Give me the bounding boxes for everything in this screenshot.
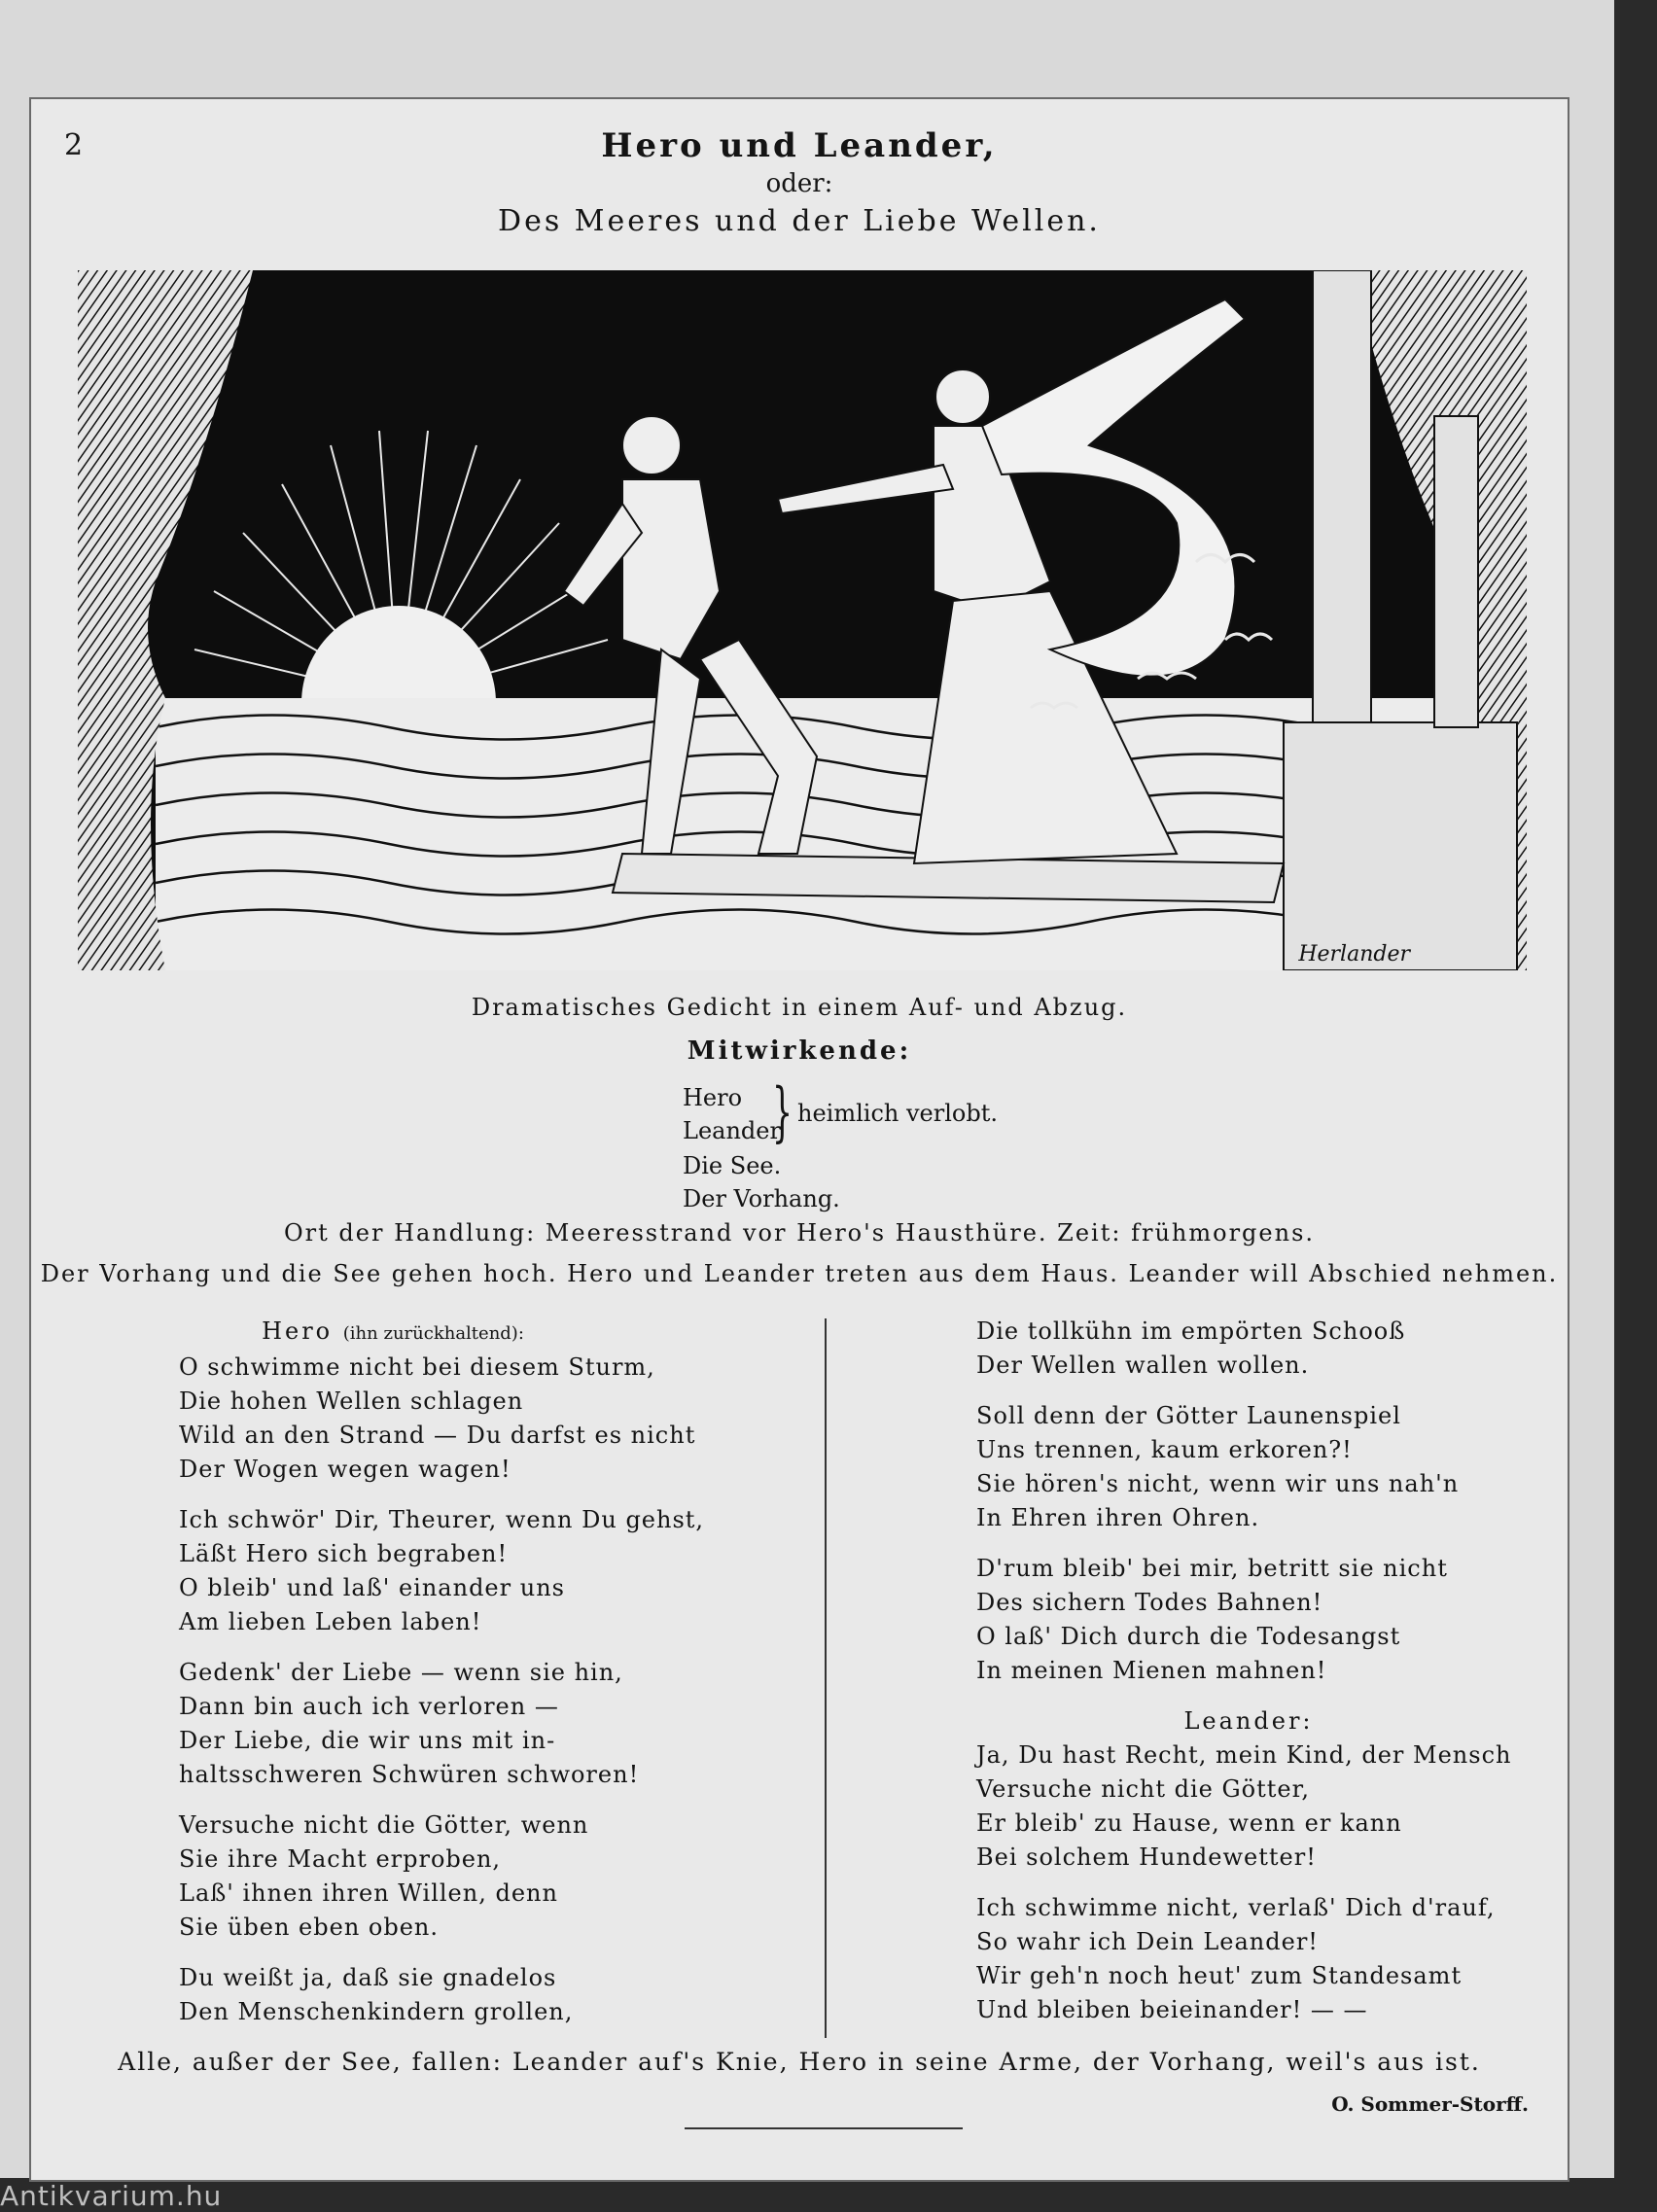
stanza [179, 1656, 792, 1792]
stanza [976, 1552, 1521, 1688]
verse-line: Laß' ihnen ihren Willen, denn [179, 1879, 558, 1907]
end-rule [685, 2127, 963, 2129]
verse-line: Am lieben Leben laben! [179, 1608, 482, 1635]
genre-line: Dramatisches Gedicht in einem Auf- und Abzug. [471, 994, 1128, 1021]
verse-line: In meinen Mienen mahnen! [976, 1657, 1327, 1684]
stage-scene-drawing [78, 270, 1527, 970]
stanza [976, 1891, 1521, 2027]
place-and-time: Ort der Handlung: Meeresstrand vor Hero's Hausthüre. Zeit: frühmorgens. [283, 1219, 1316, 1246]
verse-line: Soll denn der Götter Launenspiel [976, 1402, 1401, 1429]
closing-stage-direction: Alle, außer der See, fallen: Leander auf's Knie, Hero in seine Arme, der Vorhang, weil's aus ist. [118, 2048, 1481, 2076]
cast-member: Hero [683, 1084, 743, 1111]
verse-line: Versuche nicht die Götter, wenn [179, 1811, 589, 1839]
cast-group-lovers [683, 1074, 998, 1149]
speaker-note: (ihn zurückhaltend): [342, 1323, 524, 1344]
stanza [976, 1315, 1521, 1383]
verse-line: Bei solchem Hundewetter! [976, 1843, 1317, 1871]
right-column [976, 1315, 1521, 2044]
verse-line: Sie ihre Macht erproben, [179, 1845, 502, 1873]
artist-signature: Herlander [1298, 942, 1410, 966]
verse-line: Der Wellen wallen wollen. [976, 1352, 1310, 1379]
speaker-name: Leander: [1183, 1707, 1314, 1735]
verse-line: O laß' Dich durch die Todesangst [976, 1623, 1401, 1650]
cast-heading: Mitwirkende: [687, 1036, 912, 1066]
page-subtitle: Des Meeres und der Liebe Wellen. [498, 204, 1101, 238]
verse-line: Der Wogen wegen wagen! [179, 1456, 511, 1483]
verse-line: In Ehren ihren Ohren. [976, 1504, 1260, 1531]
page-frame [29, 97, 1569, 2182]
stone-column [1313, 270, 1371, 727]
page-title: Hero und Leander, [601, 126, 998, 165]
cast-group-note: heimlich verlobt. [797, 1100, 998, 1127]
verse-line: O bleib' und laß' einander uns [179, 1574, 565, 1601]
verse-line: Dann bin auch ich verloren — [179, 1693, 559, 1720]
author-credit: O. Sommer-Storff. [1331, 2092, 1529, 2116]
verse-line: Wir geh'n noch heut' zum Standesamt [976, 1962, 1463, 1989]
verse-line: So wahr ich Dein Leander! [976, 1928, 1319, 1955]
cast-member: Die See. [683, 1152, 782, 1179]
verse-line: Des sichern Todes Bahnen! [976, 1589, 1323, 1616]
stanza [976, 1738, 1521, 1875]
verse-line: Versuche nicht die Götter, [976, 1775, 1311, 1803]
stanza [179, 1808, 792, 1945]
watermark: Antikvarium.hu [0, 2180, 223, 2212]
title-connector: oder: [765, 169, 833, 198]
opening-stage-direction: Der Vorhang und die See gehen hoch. Hero und Leander treten aus dem Haus. Leander will Abschied nehmen. [40, 1260, 1559, 1287]
verse-line: Läßt Hero sich begraben! [179, 1540, 509, 1567]
verse-line: Die tollkühn im empörten Schooß [976, 1317, 1406, 1345]
verse-line: Sie hören's nicht, wenn wir uns nah'n [976, 1470, 1460, 1497]
verse-line: Ich schwimme nicht, verlaß' Dich d'rauf, [976, 1894, 1496, 1921]
speaker-heading [179, 1315, 597, 1351]
speaker-name: Hero [262, 1317, 334, 1345]
left-column [179, 1315, 792, 2046]
verse-line: Die hohen Wellen schlagen [179, 1387, 524, 1415]
verse-line: Uns trennen, kaum erkoren?! [976, 1436, 1353, 1463]
cast-list [683, 1074, 998, 1215]
stanza [179, 1503, 792, 1639]
verse-line: Gedenk' der Liebe — wenn sie hin, [179, 1659, 623, 1686]
cast-member: Leander [683, 1117, 781, 1144]
verse-line: D'rum bleib' bei mir, betritt sie nicht [976, 1555, 1448, 1582]
page-number: 2 [64, 128, 84, 162]
column-divider [825, 1318, 827, 2038]
verse-line: Der Liebe, die wir uns mit in- [179, 1727, 556, 1754]
verse-line: Wild an den Strand — Du darfst es nicht [179, 1422, 696, 1449]
stanza [976, 1399, 1521, 1535]
verse-line: Du weißt ja, daß sie gnadelos [179, 1964, 557, 1991]
verse-line: Ich schwör' Dir, Theurer, wenn Du gehst, [179, 1506, 705, 1533]
verse-line: Sie üben eben oben. [179, 1914, 440, 1941]
verse-line: haltsschweren Schwüren schworen! [179, 1761, 640, 1788]
stanza [179, 1351, 792, 1487]
cast-member: Der Vorhang. [683, 1185, 840, 1212]
stanza [179, 1961, 792, 2029]
curly-brace-icon: } [772, 1074, 793, 1149]
stage-illustration [78, 270, 1527, 970]
verse-line: O schwimme nicht bei diesem Sturm, [179, 1353, 655, 1381]
verse-line: Den Menschenkindern grollen, [179, 1998, 574, 2025]
verse-line: Ja, Du hast Recht, mein Kind, der Mensch [976, 1741, 1512, 1769]
page-header [31, 126, 1568, 238]
verse-line: Und bleiben beieinander! — — [976, 1996, 1368, 2023]
house-door-post [1434, 416, 1478, 727]
stone-pedestal [1284, 722, 1517, 970]
verse-line: Er bleib' zu Hause, wenn er kann [976, 1809, 1402, 1837]
